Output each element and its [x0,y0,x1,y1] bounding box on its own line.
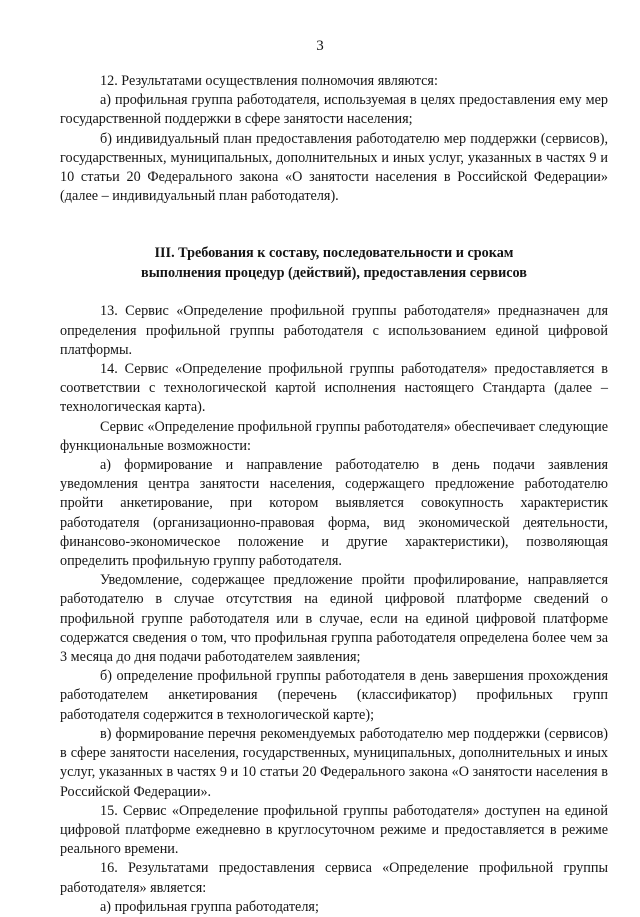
paragraph: 16. Результатами предоставления сервиса «Определение профильной группы работодателя» является: [60,860,608,896]
paragraph: Сервис «Определение профильной группы работодателя» обеспечивает следующие функциональные возможности: [60,418,608,454]
paragraph: 14. Сервис «Определение профильной группы работодателя» предоставляется в соответствии с технологической картой исполнения настоящего Стандарта (далее – технологическая карта). [60,361,608,416]
paragraph: а) формирование и направление работодателю в день подачи заявления уведомления центра занятости населения, содержащего предложение работодателю пройти анкетирование, при котором выявляется совокупность характеристик работодателя (организационно-правовая форма, вид экономической деятельности, финансово-экономическое положение и другие характеристики), позволяющая определить профильную группу работодателя. [60,457,608,570]
paragraph: 12. Результатами осуществления полномочия являются: [100,73,438,89]
section-heading-line: выполнения процедур (действий), предоставления сервисов [141,265,527,282]
paragraph: б) индивидуальный план предоставления работодателю мер поддержки (сервисов), государственных, муниципальных, дополнительных и иных услуг, указанных в частях 9 и 10 статьи 20 Федерального закона «О занятости населения в Российской Федерации» (далее – индивидуальный план работодателя). [60,130,608,205]
paragraph: а) профильная группа работодателя; [100,898,319,915]
section-heading [60,243,608,283]
document-body [60,72,608,917]
paragraph: Уведомление, содержащее предложение пройти профилирование, направляется работодателю в случае отсутствия на единой цифровой платформе сведений о профильной группе работодателя или в случае, если на единой цифровой платформе содержатся сведения о том, что профильная группа работодателя определена более чем за 3 месяца до дня подачи работодателем заявления; [60,572,608,666]
paragraph: в) формирование перечня рекомендуемых работодателю мер поддержки (сервисов) в сфере занятости населения, государственных, муниципальных, дополнительных и иных услуг, указанных в частях 9 и 10 статьи 20 Федерального закона «О занятости населения в Российской Федерации». [60,725,608,800]
page-number: 3 [316,38,324,54]
paragraph: б) определение профильной группы работодателя в день завершения прохождения работодателем анкетирования (перечень (классификатор) профильных групп работодателя содержится в технологической карте); [60,668,608,723]
section-heading-line: III. Требования к составу, последовательности и срокам [154,245,514,262]
paragraph: 13. Сервис «Определение профильной группы работодателя» предназначен для определения профильной группы работодателя с использованием единой цифровой платформы. [60,303,608,358]
paragraph: 15. Сервис «Определение профильной группы работодателя» доступен на единой цифровой платформе ежедневно в круглосуточном режиме и предоставляется в режиме реального времени. [60,802,608,858]
paragraph: а) профильная группа работодателя, используемая в целях предоставления ему мер государственной поддержки в сфере занятости населения; [60,92,608,128]
